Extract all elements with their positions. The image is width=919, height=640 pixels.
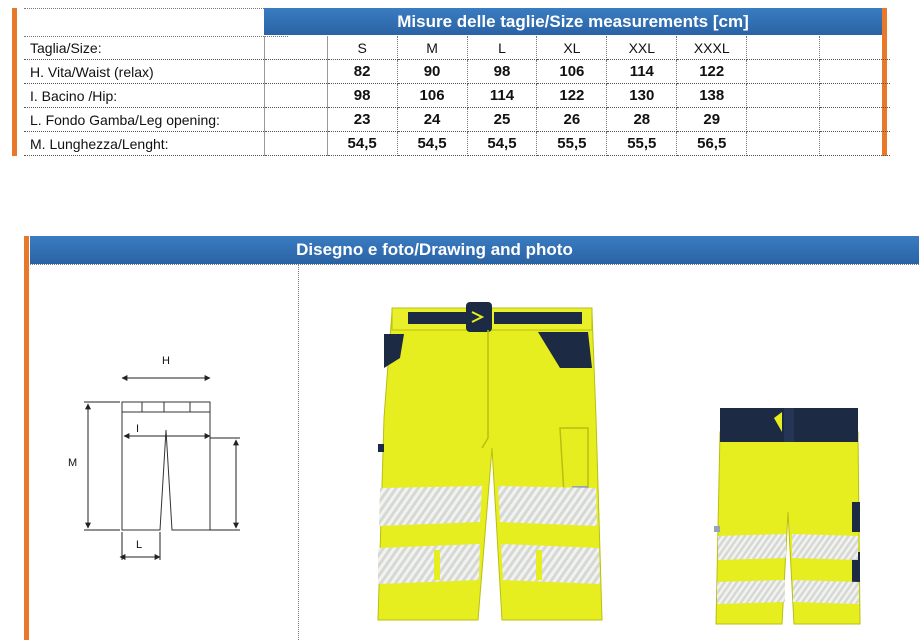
size-m: M: [397, 36, 467, 60]
shorts-technical-drawing: [60, 340, 250, 570]
size-measurements-table: [24, 8, 890, 156]
table-row: [24, 84, 890, 108]
value-cell: 98: [327, 84, 397, 108]
table-title: Misure delle taglie/Size measurements [cm]: [264, 8, 882, 35]
empty-cell: [820, 60, 890, 84]
empty-cell: [820, 84, 890, 108]
empty-cell: [747, 60, 820, 84]
value-cell: 23: [327, 108, 397, 132]
size-l: L: [467, 36, 537, 60]
empty-cell: [747, 132, 820, 156]
value-cell: 24: [397, 108, 467, 132]
value-cell: 26: [537, 108, 607, 132]
value-cell: 106: [397, 84, 467, 108]
empty-cell: [747, 84, 820, 108]
row-label-leg-opening: L. Fondo Gamba/Leg opening:: [24, 108, 264, 132]
spacer-cell: [264, 108, 327, 132]
empty-cell: [820, 36, 890, 60]
column-divider: [298, 264, 299, 640]
table-row: [24, 60, 890, 84]
value-cell: 114: [467, 84, 537, 108]
spacer-cell: [264, 84, 327, 108]
value-cell: 55,5: [607, 132, 677, 156]
left-accent-bar: [12, 8, 17, 156]
shorts-outline: [122, 402, 210, 530]
section-divider-line: [30, 264, 919, 265]
row-label-hip: I. Bacino /Hip:: [24, 84, 264, 108]
size-xxxl: XXXL: [677, 36, 747, 60]
shorts-front-photo: [370, 298, 610, 628]
section-accent-bar: [24, 236, 29, 640]
size-header-label: Taglia/Size:: [24, 36, 264, 60]
empty-cell: [820, 108, 890, 132]
spacer-cell: [264, 60, 327, 84]
h-label: H: [162, 355, 170, 367]
size-xl: XL: [537, 36, 607, 60]
value-cell: 106: [537, 60, 607, 84]
l-label: L: [136, 539, 143, 551]
table-row: [24, 108, 890, 132]
value-cell: 54,5: [327, 132, 397, 156]
value-cell: 55,5: [537, 132, 607, 156]
value-cell: 82: [327, 60, 397, 84]
value-cell: 122: [537, 84, 607, 108]
value-cell: 138: [677, 84, 747, 108]
value-cell: 25: [467, 108, 537, 132]
size-s: S: [327, 36, 397, 60]
value-cell: 90: [397, 60, 467, 84]
drawing-section-title: Disegno e foto/Drawing and photo: [30, 236, 919, 264]
empty-cell: [747, 108, 820, 132]
empty-cell: [747, 36, 820, 60]
spacer-cell: [264, 132, 327, 156]
value-cell: 56,5: [677, 132, 747, 156]
row-label-waist: H. Vita/Waist (relax): [24, 60, 264, 84]
value-cell: 54,5: [397, 132, 467, 156]
value-cell: 130: [607, 84, 677, 108]
m-label: M: [68, 457, 78, 469]
value-cell: 114: [607, 60, 677, 84]
value-cell: 122: [677, 60, 747, 84]
value-cell: 29: [677, 108, 747, 132]
spacer-cell: [264, 36, 327, 60]
value-cell: 54,5: [467, 132, 537, 156]
i-label: I: [136, 423, 140, 435]
shorts-back-photo: [712, 402, 866, 628]
row-label-length: M. Lunghezza/Lenght:: [24, 132, 264, 156]
value-cell: 28: [607, 108, 677, 132]
table-header-spacer: [24, 8, 288, 37]
table-row: [24, 132, 890, 156]
empty-cell: [820, 132, 890, 156]
size-xxl: XXL: [607, 36, 677, 60]
size-header-row: [24, 36, 890, 60]
value-cell: 98: [467, 60, 537, 84]
measurements-grid: [24, 36, 890, 156]
